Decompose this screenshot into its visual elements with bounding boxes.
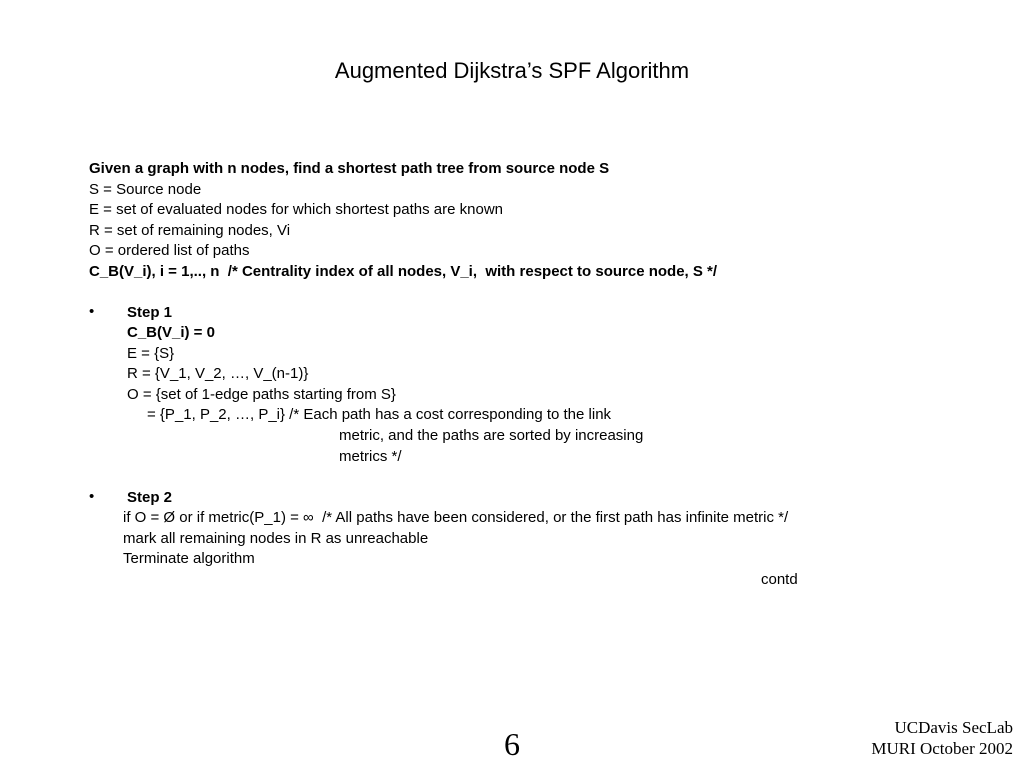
remaining-set-definition: R = set of remaining nodes, Vi	[89, 222, 291, 239]
step2-line: if O = Ø or if metric(P_1) = ∞ /* All paths have been considered, or the first path has infinite metric */	[123, 509, 789, 526]
intro-heading: Given a graph with n nodes, find a shortest path tree from source node S	[89, 160, 610, 177]
step2-line: mark all remaining nodes in R as unreachable	[123, 530, 429, 547]
page-number: 6	[504, 726, 520, 762]
source-node-definition: S = Source node	[89, 181, 202, 198]
step2-label: Step 2	[127, 489, 173, 506]
step1-line: C_B(V_i) = 0	[127, 324, 215, 341]
step1-line: E = {S}	[127, 345, 175, 362]
step2-line: Terminate algorithm	[123, 550, 255, 567]
step1-label: Step 1	[127, 304, 173, 321]
evaluated-set-definition: E = set of evaluated nodes for which shortest paths are known	[89, 201, 503, 218]
slide-title: Augmented Dijkstra’s SPF Algorithm	[334, 58, 690, 83]
continued-label: contd	[761, 571, 798, 588]
step1-line: metrics */	[339, 448, 402, 465]
step1-line: = {P_1, P_2, …, P_i} /* Each path has a cost corresponding to the link	[147, 406, 612, 423]
step1-line: R = {V_1, V_2, …, V_(n-1)}	[127, 365, 309, 382]
step1-line: O = {set of 1-edge paths starting from S}	[127, 386, 396, 403]
ordered-list-definition: O = ordered list of paths	[89, 242, 250, 259]
centrality-index-definition: C_B(V_i), i = 1,.., n /* Centrality index of all nodes, V_i, with respect to source node, S */	[89, 263, 718, 280]
footer-lab-name: UCDavis SecLab	[894, 718, 1013, 737]
step1-bullet: •	[89, 303, 95, 320]
step2-bullet: •	[89, 488, 95, 505]
footer-credit	[871, 717, 1013, 759]
step1-line: metric, and the paths are sorted by increasing	[339, 427, 644, 444]
footer-date: MURI October 2002	[871, 739, 1013, 758]
